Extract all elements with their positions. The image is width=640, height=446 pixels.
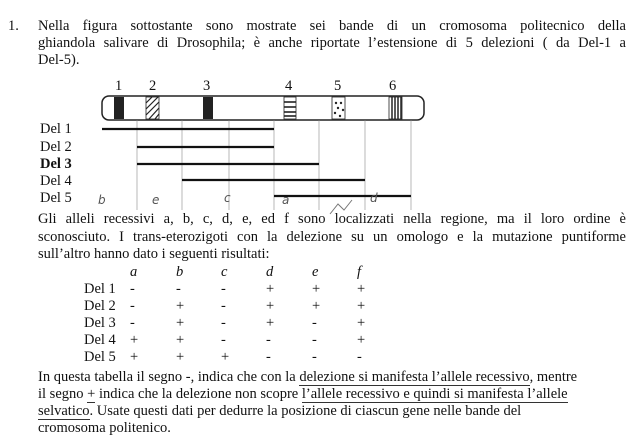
para3-line-2d: l’allele recessivo e quindi si manifesta l’allele xyxy=(301,386,568,402)
table-cell: + xyxy=(357,298,366,314)
table-cell: + xyxy=(266,315,275,331)
col-header-a: a xyxy=(130,264,138,280)
table-cell: - xyxy=(130,315,135,331)
table-cell: - xyxy=(221,298,226,314)
table-cell: - xyxy=(130,298,135,314)
band-label-5: 5 xyxy=(334,78,342,94)
para2-line-2: sconosciuto. I trans-eterozigoti con la delezione su un omologo e la mutazione puntiforme xyxy=(38,229,626,245)
question-number: 1. xyxy=(8,18,19,34)
col-header-f: f xyxy=(357,264,362,280)
table-cell: + xyxy=(176,332,185,348)
para3-line-3a: selvatico xyxy=(38,403,90,419)
band-2 xyxy=(146,97,159,119)
table-cell: - xyxy=(221,315,226,331)
table-cell: + xyxy=(176,298,185,314)
question-line-3: Del-5). xyxy=(38,52,80,68)
table-cell: - xyxy=(266,332,271,348)
table-cell: + xyxy=(176,349,185,365)
table-cell: + xyxy=(266,298,275,314)
question-line-1: Nella figura sottostante sono mostrate sei bande di un cromosoma politecnico della xyxy=(38,18,626,34)
table-cell: + xyxy=(130,349,139,365)
col-header-e: e xyxy=(312,264,319,280)
table-cell: - xyxy=(312,332,317,348)
band-4 xyxy=(284,97,296,119)
col-header-b: b xyxy=(176,264,184,280)
table-cell: + xyxy=(130,332,139,348)
band-1 xyxy=(114,97,124,119)
band-label-6: 6 xyxy=(389,78,397,94)
para3-line-1b: delezione si manifesta l’allele recessivo xyxy=(299,369,530,385)
para3-line-3 xyxy=(38,403,626,420)
table-cell: - xyxy=(357,349,362,365)
handwritten-letter-e: e xyxy=(152,193,160,207)
table-cell: + xyxy=(221,349,230,365)
handwritten-letter-d: d xyxy=(370,191,378,205)
row-label: Del 4 xyxy=(84,332,116,348)
table-cell: + xyxy=(266,281,275,297)
table-cell: + xyxy=(357,281,366,297)
band-label-2: 2 xyxy=(149,78,157,94)
row-label: Del 2 xyxy=(84,298,116,314)
para3-line-2b: + xyxy=(87,386,96,402)
table-cell: + xyxy=(312,281,321,297)
table-cell: - xyxy=(221,281,226,297)
para3-line-4: cromosoma politenico. xyxy=(38,420,171,436)
question-line-2: ghiandola salivare di Drosophila; è anche riportate l’estensione di 5 delezioni ( da Del-1 a xyxy=(38,35,626,51)
deletion-label-3: Del 3 xyxy=(40,156,72,172)
band-6 xyxy=(389,97,402,119)
band-label-4: 4 xyxy=(285,78,293,94)
deletion-label-5: Del 5 xyxy=(40,190,72,206)
para3-line-2c: indica che la delezione non scopre xyxy=(95,386,302,402)
handwritten-letter-c: c xyxy=(224,191,231,205)
table-cell: - xyxy=(130,281,135,297)
table-cell: - xyxy=(266,349,271,365)
row-label: Del 3 xyxy=(84,315,116,331)
band-label-3: 3 xyxy=(203,78,211,94)
table-cell: + xyxy=(312,298,321,314)
para3-line-1 xyxy=(38,369,626,386)
col-header-d: d xyxy=(266,264,274,280)
para3-line-1c: , mentre xyxy=(529,369,578,385)
table-cell: + xyxy=(357,315,366,331)
table-cell: + xyxy=(357,332,366,348)
table-cell: + xyxy=(176,315,185,331)
para3-line-2a: il segno xyxy=(38,386,88,402)
band-3 xyxy=(203,97,213,119)
row-label: Del 1 xyxy=(84,281,116,297)
para2-line-1: Gli alleli recessivi a, b, c, d, e, ed f sono localizzati nella regione, ma il loro ordine è xyxy=(38,211,626,227)
table-cell: - xyxy=(312,349,317,365)
table-cell: - xyxy=(221,332,226,348)
band-5 xyxy=(332,97,345,119)
para3-line-2 xyxy=(38,386,626,403)
deletion-label-2: Del 2 xyxy=(40,139,72,155)
deletion-label-4: Del 4 xyxy=(40,173,72,189)
table-cell: - xyxy=(312,315,317,331)
deletion-label-1: Del 1 xyxy=(40,121,72,137)
para3-line-1a: In questa tabella il segno -, indica che con la xyxy=(38,369,300,385)
handwritten-letter-a: a xyxy=(282,193,290,207)
band-label-1: 1 xyxy=(115,78,123,94)
col-header-c: c xyxy=(221,264,228,280)
para3-line-3b: . Usate questi dati per dedurre la posizione di ciascun gene nelle bande del xyxy=(89,403,522,419)
row-label: Del 5 xyxy=(84,349,116,365)
para2-line-3: sull’altro hanno dato i seguenti risultati: xyxy=(38,246,270,262)
table-cell: - xyxy=(176,281,181,297)
handwritten-letter-b: b xyxy=(98,193,106,207)
